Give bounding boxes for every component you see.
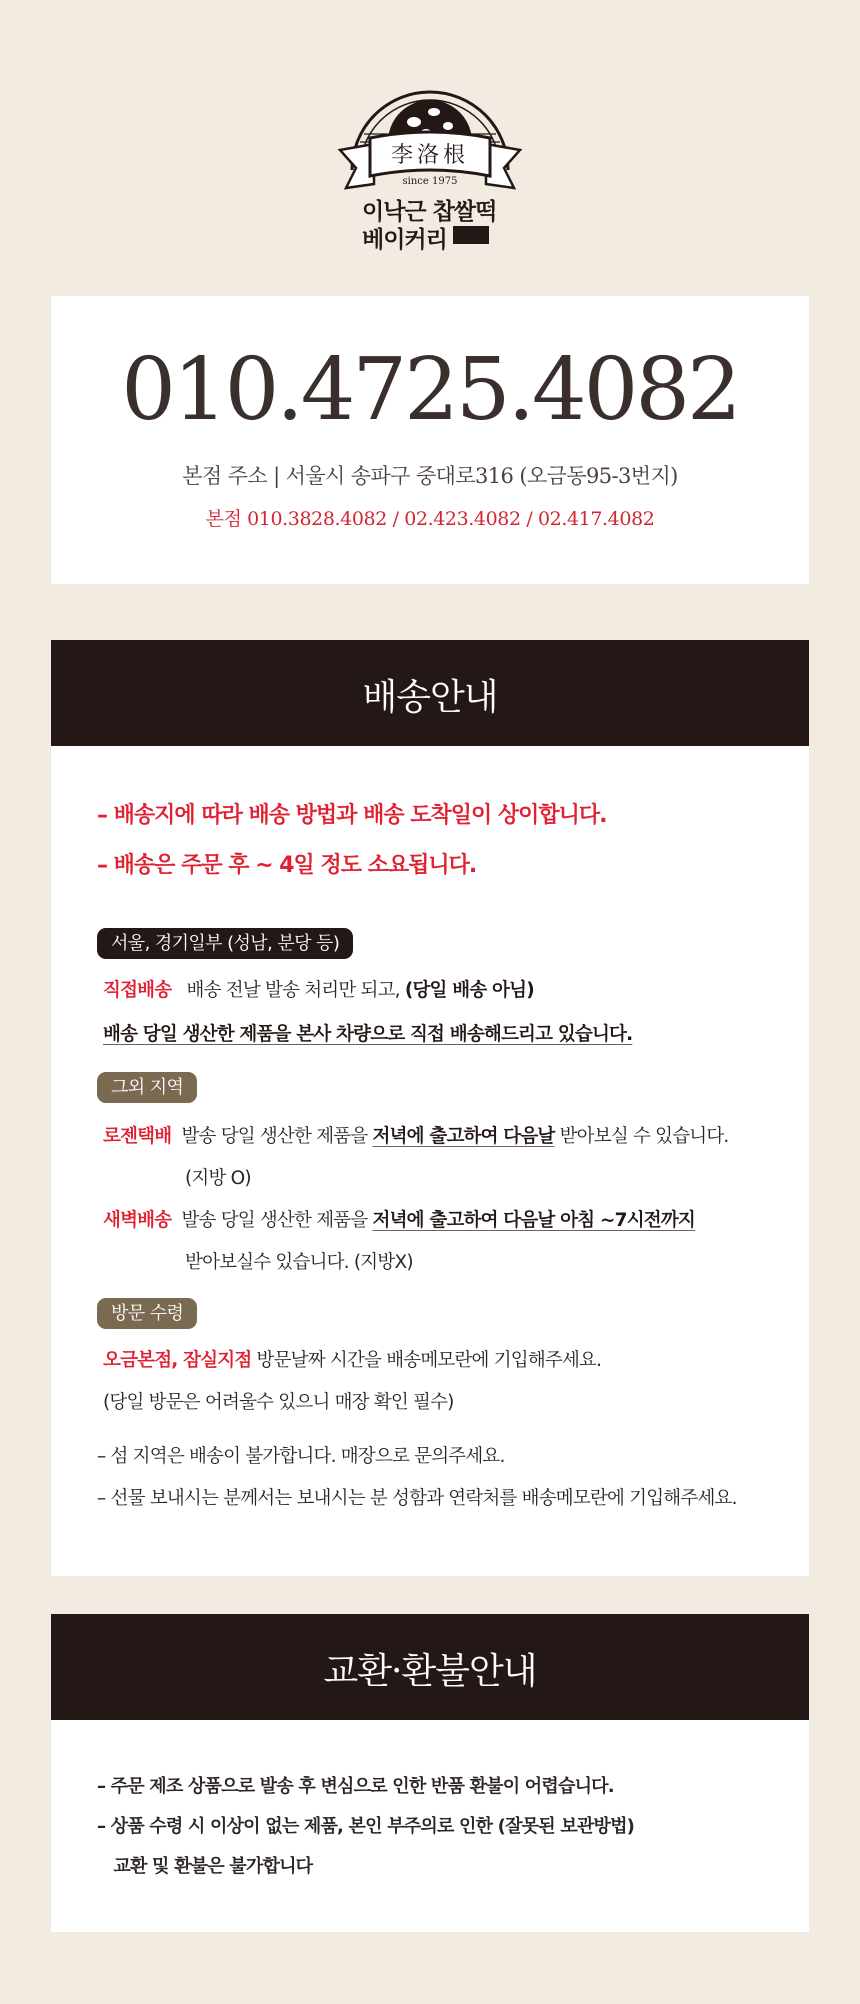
dawn-delivery-line [103, 1206, 695, 1232]
region-tag-visit: 방문 수령 [97, 1298, 197, 1329]
dawn-delivery-region: 받아보실수 있습니다. (지방X) [185, 1252, 413, 1273]
logen-delivery-line [103, 1122, 729, 1148]
branch-phone-numbers: 본점 010.3828.4082 / 02.423.4082 / 02.417.4082 [205, 508, 655, 530]
shipping-title: 배송안내 [362, 676, 498, 718]
logen-delivery-emphasis: 저녁에 출고하여 다음날 [372, 1126, 555, 1147]
main-phone-number[interactable]: 010.4725.4082 [121, 340, 739, 440]
visit-pickup-text: 방문날짜 시간을 배송메모란에 기입해주세요. [256, 1350, 602, 1371]
dawn-delivery-label: 새벽배송 [103, 1210, 172, 1231]
shipping-section-header [51, 640, 809, 748]
visit-pickup-note: (당일 방문은 어려울수 있으니 매장 확인 필수) [103, 1392, 454, 1413]
logo-badge-icon [453, 226, 489, 244]
logo-wordmark [362, 198, 522, 254]
direct-delivery-line [103, 976, 534, 1002]
store-address: 본점 주소 | 서울시 송파구 중대로316 (오금동95-3번지) [182, 464, 678, 488]
shipping-info-card [51, 746, 809, 1576]
visit-pickup-line [103, 1346, 601, 1372]
dawn-delivery-text: 발송 당일 생산한 제품을 [181, 1210, 368, 1231]
brand-logo [330, 52, 530, 252]
logen-delivery-text: 발송 당일 생산한 제품을 [181, 1126, 368, 1147]
direct-delivery-text: 배송 전날 발송 처리만 되고, [186, 980, 400, 1001]
logo-name-line2: 베이커리 [362, 227, 447, 253]
shipping-note: – 선물 보내시는 분께서는 보내시는 분 성함과 연락처를 배송메모란에 기입해주세요. [97, 1488, 737, 1509]
logen-delivery-tail: 받아보실 수 있습니다. [559, 1126, 729, 1147]
shipping-note: – 섬 지역은 배송이 불가합니다. 매장으로 문의주세요. [97, 1446, 505, 1467]
visit-stores: 오금본점, 잠실지점 [103, 1350, 252, 1371]
logo-since: since 1975 [402, 176, 458, 187]
refund-info-card [51, 1720, 809, 1932]
shipping-notice: – 배송은 주문 후 ~ 4일 정도 소요됩니다. [97, 853, 477, 878]
logen-delivery-label: 로젠택배 [103, 1126, 172, 1147]
dawn-delivery-emphasis: 저녁에 출고하여 다음날 아침 ~7시전까지 [372, 1210, 695, 1231]
region-tag-other: 그외 지역 [97, 1072, 197, 1103]
refund-title: 교환·환불안내 [323, 1650, 537, 1692]
logen-delivery-region: (지방 O) [185, 1168, 251, 1189]
refund-line: – 상품 수령 시 이상이 없는 제품, 본인 부주의로 인한 (잘못된 보관방법) [97, 1816, 635, 1837]
direct-delivery-label: 직접배송 [103, 980, 172, 1001]
logo-hanja: 李洛根 [390, 143, 469, 168]
refund-line: – 주문 제조 상품으로 발송 후 변심으로 인한 반품 환불이 어렵습니다. [97, 1776, 614, 1797]
refund-line: 교환 및 환불은 불가합니다 [97, 1856, 313, 1877]
direct-delivery-note: (당일 배송 아님) [404, 980, 534, 1001]
region-tag-seoul: 서울, 경기일부 (성남, 분당 등) [97, 928, 353, 959]
contact-card [51, 296, 809, 584]
refund-section-header [51, 1614, 809, 1722]
logo-name-line1: 이낙근 찹쌀떡 [362, 199, 497, 225]
direct-delivery-detail: 배송 당일 생산한 제품을 본사 차량으로 직접 배송해드리고 있습니다. [103, 1024, 633, 1045]
shipping-notice: – 배송지에 따라 배송 방법과 배송 도착일이 상이합니다. [97, 803, 607, 828]
